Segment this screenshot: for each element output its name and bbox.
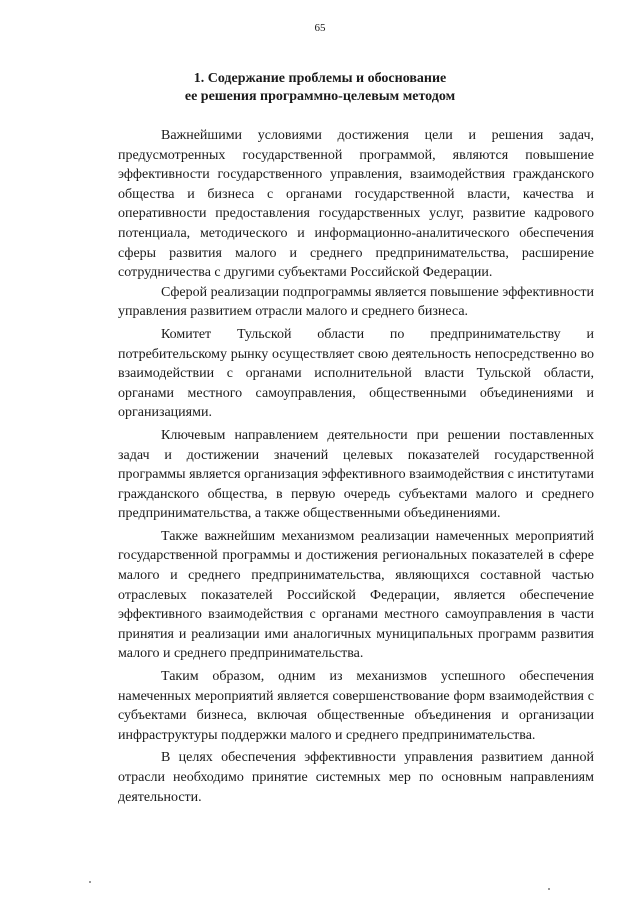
paragraph-6: Таким образом, одним из механизмов успешного обеспечения намеченных мероприятий является совершенствование форм взаимодействия с субъектами бизнеса, включая общественные объединения и организации инфраструктуры поддержки малого и среднего предпринимательства.: [118, 669, 594, 743]
paragraph-4: Ключевым направлением деятельности при решении поставленных задач и достижении значений целевых показателей государственной программы является организация эффективного взаимодействия с институтами гражданского общества, в первую очередь субъектами малого и среднего предпринимательства, а также общественными объединениями.: [118, 427, 594, 522]
section-heading-line-1: 1. Содержание проблемы и обоснование: [193, 71, 447, 86]
paragraph-3: Комитет Тульской области по предпринимательству и потребительскому рынку осуществляет свою деятельность непосредственно во взаимодействии с органами исполнительной власти Тульской области, органами местного самоуправления, общественными объединениями и организациями.: [118, 326, 594, 421]
section-body: [118, 126, 594, 807]
paragraph-7: В целях обеспечения эффективности управления развитием данной отрасли необходимо принятие системных мер по основным направлениям деятельности.: [118, 750, 594, 805]
section-heading: [118, 70, 522, 106]
paragraph-5: Также важнейшим механизмом реализации намеченных мероприятий государственной программы и достижения региональных показателей в сфере малого и среднего предпринимательства, являющихся составной частью отраслевых показателей Российской Федерации, является обеспечение эффективного взаимодействия с органами местного самоуправления в части принятия и реализации ими аналогичных муниципальных программ развития малого и среднего предпринимательства.: [118, 528, 594, 662]
paragraph-2: Сферой реализации подпрограммы является повышение эффективности управления развитием отрасли малого и среднего бизнеса.: [118, 284, 594, 320]
scan-speck: [89, 881, 91, 883]
paragraph-1: Важнейшими условиями достижения цели и решения задач, предусмотренных государственной программой, являются повышение эффективности государственного управления, взаимодействия гражданского общества и бизнеса с органами государственной власти, качества и оперативности предоставления государственных услуг, развитие кадрового потенциала, методического и информационно-аналитического обеспечения сферы развития малого и среднего предпринимательства, расширение сотрудничества с другими субъектами Российской Федерации.: [118, 128, 594, 281]
page-number: 65: [314, 22, 326, 34]
scan-speck: [548, 888, 550, 890]
section-heading-line-2: ее решения программно-целевым методом: [184, 89, 456, 104]
